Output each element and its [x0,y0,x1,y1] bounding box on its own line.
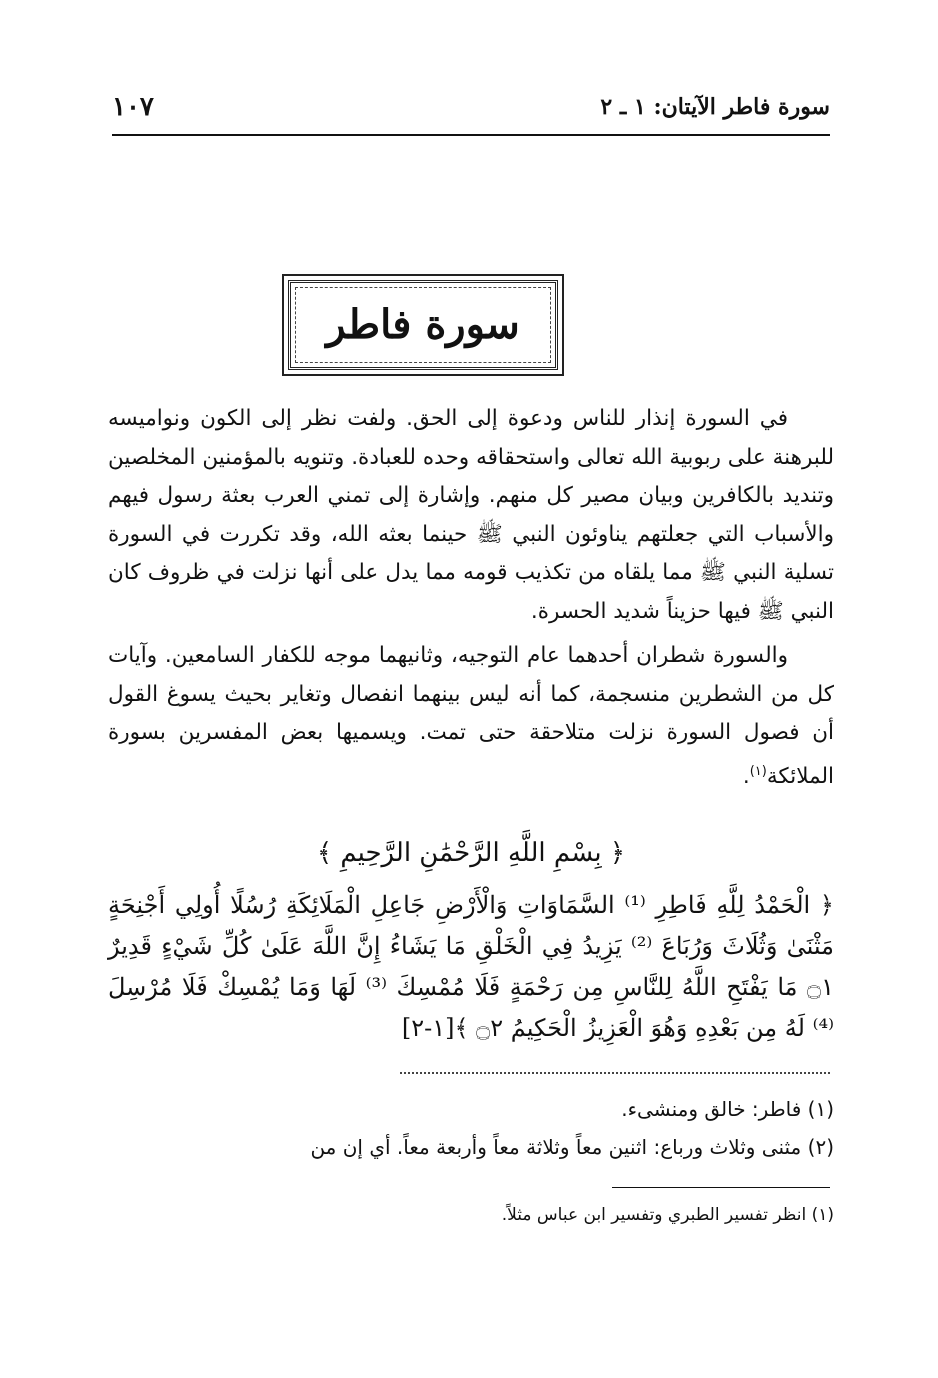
intro-paragraph-2: والسورة شطران أحدهما عام التوجيه، وثانيهما موجه للكفار السامعين. وآيات كل من الشطرين منسجمة، كما أنه ليس بينهما انفصال وتغاير بحيث يسوغ القول أن فصول السورة نزلت متلاحقة حتى تمت. ويسميها بعض المفسرين بسورة الملائكة$^{(١)}$. [108,643,834,789]
gloss-separator [400,1072,830,1074]
header-rule [112,134,830,136]
footnote-rule [612,1187,830,1188]
gloss-1: (١) فاطر: خالق ومنشىء. [621,1097,834,1121]
surah-title-frame [288,280,558,370]
footnote-marker: (١) [749,763,767,779]
page-number: ١٠٧ [112,92,154,122]
intro-paragraph-1: في السورة إنذار للناس ودعوة إلى الحق. ولفت نظر إلى الكون ونواميسه للبرهنة على ربوبية الله تعالى واستحقاقه وحده للعبادة. وتنويه بالمؤمنين المخلصين وتنديد بالكافرين وبيان مصير كل منهم. وإشارة إلى تمني العرب بعثة رسول فيهم والأسباب التي جعلتهم يناوئون النبي ﷺ حينما بعثه الله، وقد تكررت في السورة تسلية النبي ﷺ مما يلقاه من تكذيب قومه مما يدل على أنها نزلت في ظروف كان النبي ﷺ فيها حزيناً شديد الحسرة. [108,406,834,624]
footnote: (١) انظر تفسير الطبري وتفسير ابن عباس مثلاً. [501,1205,834,1225]
gloss-2: (٢) مثنى وثلاث ورباع: اثنين معاً وثلاثة معاً وأربعة معاً. أي إن من [310,1135,834,1159]
surah-title: سورة فاطر [326,301,520,348]
intro-paragraph-2-text: والسورة شطران أحدهما عام التوجيه، وثانيهما موجه للكفار السامعين. وآيات كل من الشطرين منسجمة، كما أنه ليس بينهما انفصال وتغاير بحيث يسوغ القول أن فصول السورة نزلت متلاحقة حتى تمت. ويسميها بعض المفسرين بسورة الملائكة [108,643,834,789]
glosses [108,1090,834,1166]
page-header [112,90,830,130]
quran-verses: ﴿ الْحَمْدُ لِلَّهِ فَاطِرِ ⁽¹⁾ السَّمَاوَاتِ وَالْأَرْضِ جَاعِلِ الْمَلَائِكَةِ رُسُلًا أُولِي أَجْنِحَةٍ مَثْنَىٰ وَثُلَاثَ وَرُبَاعَ ⁽²⁾ يَزِيدُ فِي الْخَلْقِ مَا يَشَاءُ إِنَّ اللَّهَ عَلَىٰ كُلِّ شَيْءٍ قَدِيرٌ ۝١ مَا يَفْتَحِ اللَّهُ لِلنَّاسِ مِن رَحْمَةٍ فَلَا مُمْسِكَ ⁽³⁾ لَهَا وَمَا يُمْسِكْ فَلَا مُرْسِلَ ⁽⁴⁾ لَهُ مِن بَعْدِهِ وَهُوَ الْعَزِيزُ الْحَكِيمُ ۝٢ ﴾[١-٢] [108,891,834,1042]
intro-text [108,400,834,796]
basmala: ﴿ بِسْمِ اللَّهِ الرَّحْمَٰنِ الرَّحِيمِ ﴾ [316,838,626,868]
running-title: سورة فاطر الآيتان: ١ ـ ٢ [600,94,830,120]
